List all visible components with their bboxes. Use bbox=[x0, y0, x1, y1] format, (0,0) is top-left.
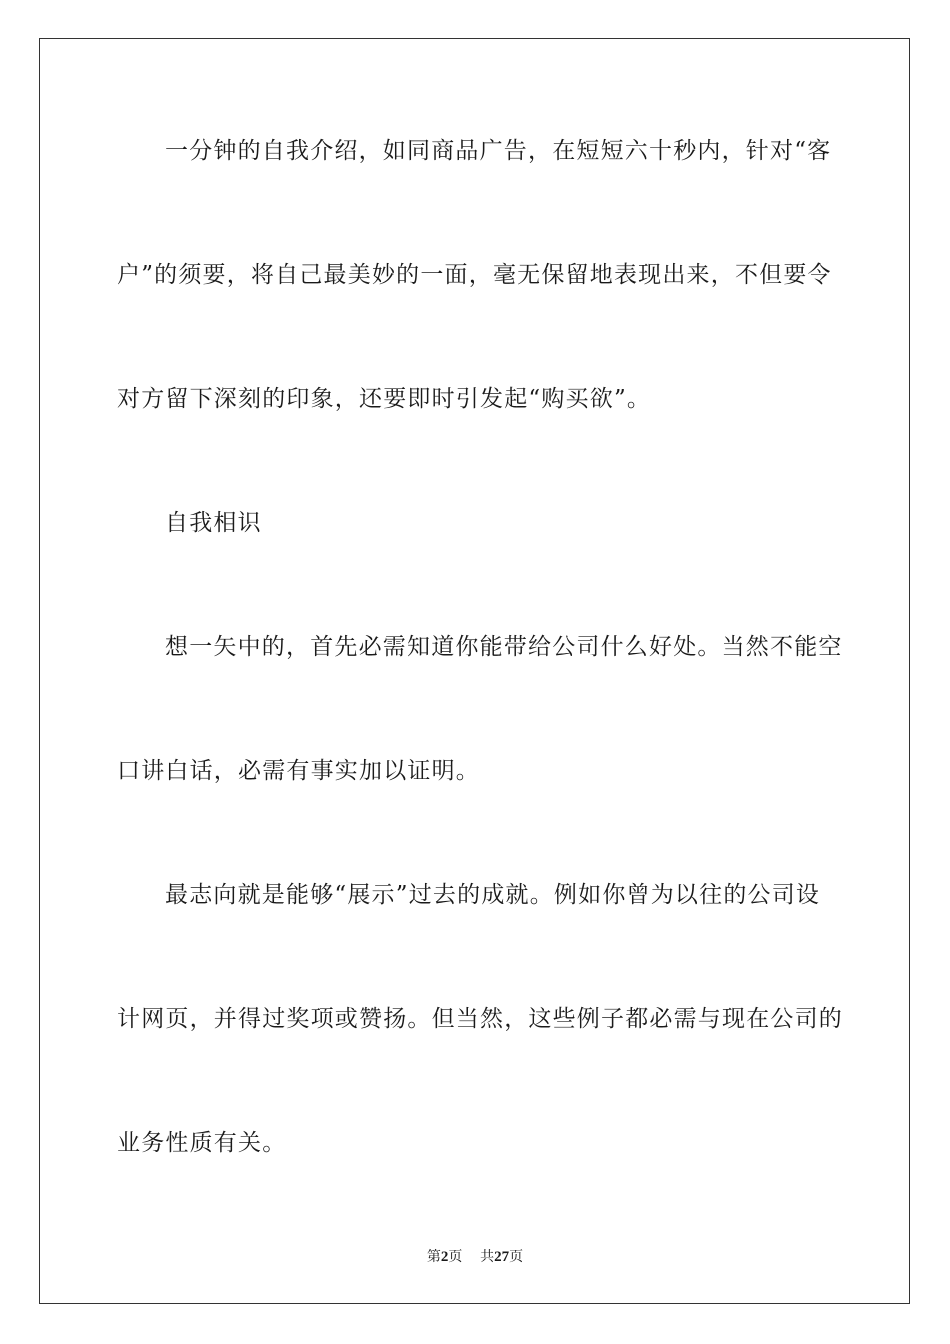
paragraph-1-line-1: 一分钟的自我介绍，如同商品广告，在短短六十秒内，针对“客 bbox=[165, 138, 832, 164]
paragraph-1-line-3: 对方留下深刻的印象，还要即时引发起“购买欲”。 bbox=[117, 386, 652, 412]
total-pages: 27 bbox=[494, 1249, 510, 1265]
paragraph-3-line-3: 业务性质有关。 bbox=[117, 1130, 287, 1156]
page-footer bbox=[0, 1248, 950, 1266]
page-frame bbox=[39, 38, 910, 1304]
page-suffix: 页 bbox=[448, 1249, 463, 1265]
paragraph-2-line-2: 口讲白话，必需有事实加以证明。 bbox=[117, 758, 480, 784]
section-heading: 自我相识 bbox=[165, 510, 262, 536]
paragraph-1-line-2: 户”的须要，将自己最美妙的一面，毫无保留地表现出来，不但要令 bbox=[117, 262, 832, 288]
page-prefix: 第 bbox=[426, 1249, 441, 1265]
paragraph-3-line-2: 计网页，并得过奖项或赞扬。但当然，这些例子都必需与现在公司的 bbox=[117, 1006, 843, 1032]
paragraph-2-line-1: 想一矢中的，首先必需知道你能带给公司什么好处。当然不能空 bbox=[165, 634, 843, 660]
total-prefix: 共 bbox=[480, 1249, 495, 1265]
paragraph-3-line-1: 最志向就是能够“展示”过去的成就。例如你曾为以往的公司设 bbox=[165, 882, 821, 908]
total-suffix: 页 bbox=[509, 1249, 524, 1265]
page-number: 2 bbox=[440, 1249, 449, 1265]
